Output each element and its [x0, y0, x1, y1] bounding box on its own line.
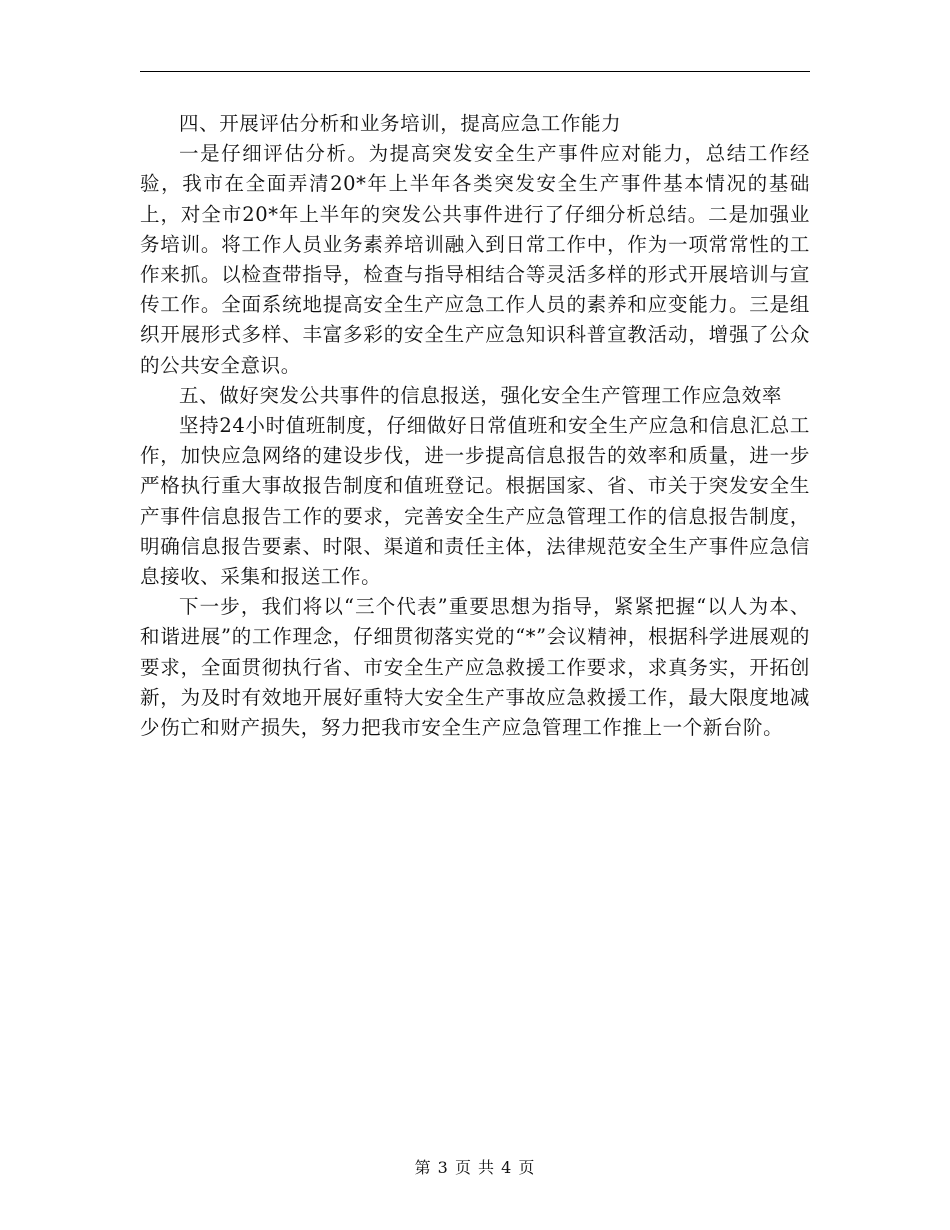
paragraph-evaluation-training: 一是仔细评估分析。为提高突发安全生产事件应对能力，总结工作经验，我市在全面弄清20*年上半年各类突发安全生产事件基本情况的基础上，对全市20*年上半年的突发公共事件进行了仔细分析总结。二是加强业务培训。将工作人员业务素养培训融入到日常工作中，作为一项常常性的工作来抓。以检查带指导，检查与指导相结合等灵活多样的形式开展培训与宣传工作。全面系统地提高安全生产应急工作人员的素养和应变能力。三是组织开展形式多样、丰富多彩的安全生产应急知识科普宣教活动，增强了公众的公共安全意识。 [140, 142, 810, 377]
page-number-label: 第 3 页 共 4 页 [414, 1158, 536, 1177]
page-footer [0, 1155, 950, 1178]
paragraph-duty-reporting: 坚持24小时值班制度，仔细做好日常值班和安全生产应急和信息汇总工作，加快应急网络的建设步伐，进一步提高信息报告的效率和质量，进一步严格执行重大事故报告制度和值班登记。根据国家、省、市关于突发安全生产事件信息报告工作的要求，完善安全生产应急管理工作的信息报告制度，明确信息报告要素、时限、渠道和责任主体，法律规范安全生产事件应急信息接收、采集和报送工作。 [140, 414, 810, 589]
section-heading-5: 五、做好突发公共事件的信息报送，强化安全生产管理工作应急效率 [179, 383, 783, 407]
header-rule [140, 71, 810, 72]
paragraph-next-steps: 下一步，我们将以“三个代表”重要思想为指导，紧紧把握“以人为本、和谐进展”的工作理念，仔细贯彻落实党的“*”会议精神，根据科学进展观的要求，全面贯彻执行省、市安全生产应急救援工作要求，求真务实，开拓创新，为及时有效地开展好重特大安全生产事故应急救援工作，最大限度地减少伤亡和财产损失，努力把我市安全生产应急管理工作推上一个新台阶。 [140, 595, 810, 740]
section-heading-4: 四、开展评估分析和业务培训，提高应急工作能力 [179, 112, 622, 135]
body-text [140, 109, 810, 743]
